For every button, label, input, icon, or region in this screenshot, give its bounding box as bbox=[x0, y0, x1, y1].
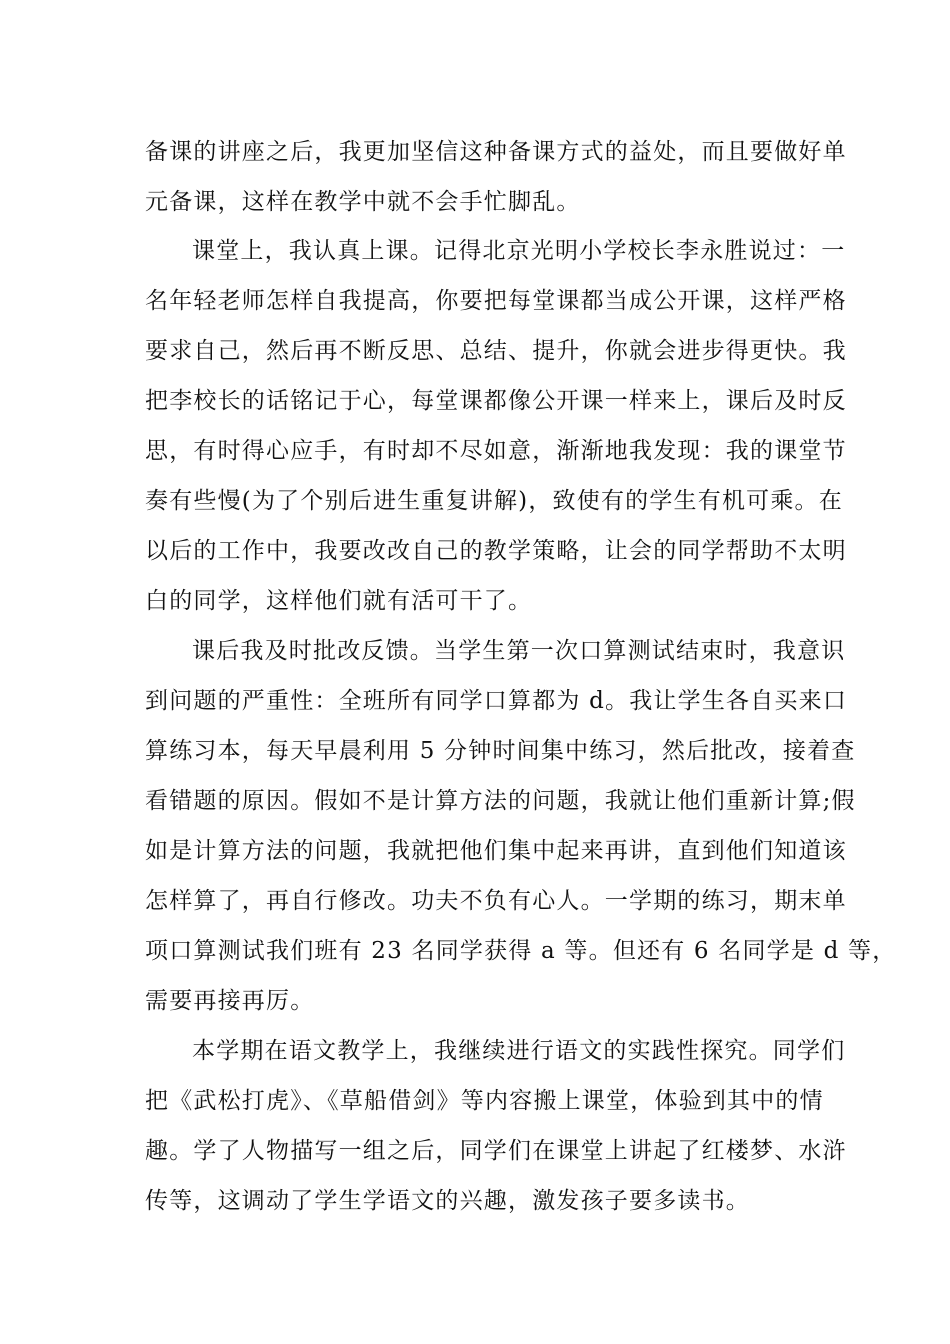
text-line: 课后我及时批改反馈。当学生第一次口算测试结束时，我意识 bbox=[192, 638, 846, 664]
text-line: 本学期在语文教学上，我继续进行语文的实践性探究。同学们 bbox=[192, 1038, 846, 1064]
text-line: 趣。学了人物描写一组之后，同学们在课堂上讲起了红楼梦、水浒 bbox=[145, 1138, 847, 1164]
text-line: 项口算测试我们班有 23 名同学获得 a 等。但还有 6 名同学是 d 等， bbox=[145, 938, 897, 964]
text-line: 把《武松打虎》、《草船借剑》等内容搬上课堂，体验到其中的情 bbox=[145, 1088, 824, 1114]
text-line: 传等，这调动了学生学语文的兴趣，激发孩子要多读书。 bbox=[145, 1188, 750, 1214]
text-line: 思，有时得心应手，有时却不尽如意，渐渐地我发现：我的课堂节 bbox=[145, 438, 847, 464]
text-line: 奏有些慢(为了个别后进生重复讲解)，致使有的学生有机可乘。在 bbox=[145, 488, 843, 514]
text-line: 需要再接再厉。 bbox=[145, 988, 315, 1014]
text-line: 怎样算了，再自行修改。功夫不负有心人。一学期的练习，期末单 bbox=[145, 888, 847, 914]
text-line: 到问题的严重性：全班所有同学口算都为 d。我让学生各自买来口 bbox=[145, 688, 848, 714]
text-line: 课堂上，我认真上课。记得北京光明小学校长李永胜说过：一 bbox=[192, 238, 846, 264]
text-line: 白的同学，这样他们就有活可干了。 bbox=[145, 588, 533, 614]
text-line: 名年轻老师怎样自我提高，你要把每堂课都当成公开课，这样严格 bbox=[145, 288, 847, 314]
text-line: 要求自己，然后再不断反思、总结、提升，你就会进步得更快。我 bbox=[145, 338, 847, 364]
text-line: 算练习本，每天早晨利用 5 分钟时间集中练习，然后批改，接着查 bbox=[145, 738, 856, 764]
text-line: 以后的工作中，我要改改自己的教学策略，让会的同学帮助不太明 bbox=[145, 538, 847, 564]
text-line: 备课的讲座之后，我更加坚信这种备课方式的益处，而且要做好单 bbox=[145, 139, 847, 165]
text-line: 把李校长的话铭记于心，每堂课都像公开课一样来上，课后及时反 bbox=[145, 388, 847, 414]
text-line: 元备课，这样在教学中就不会手忙脚乱。 bbox=[145, 189, 581, 215]
text-line: 如是计算方法的问题，我就把他们集中起来再讲，直到他们知道该 bbox=[145, 838, 847, 864]
text-line: 看错题的原因。假如不是计算方法的问题，我就让他们重新计算;假 bbox=[145, 788, 856, 814]
